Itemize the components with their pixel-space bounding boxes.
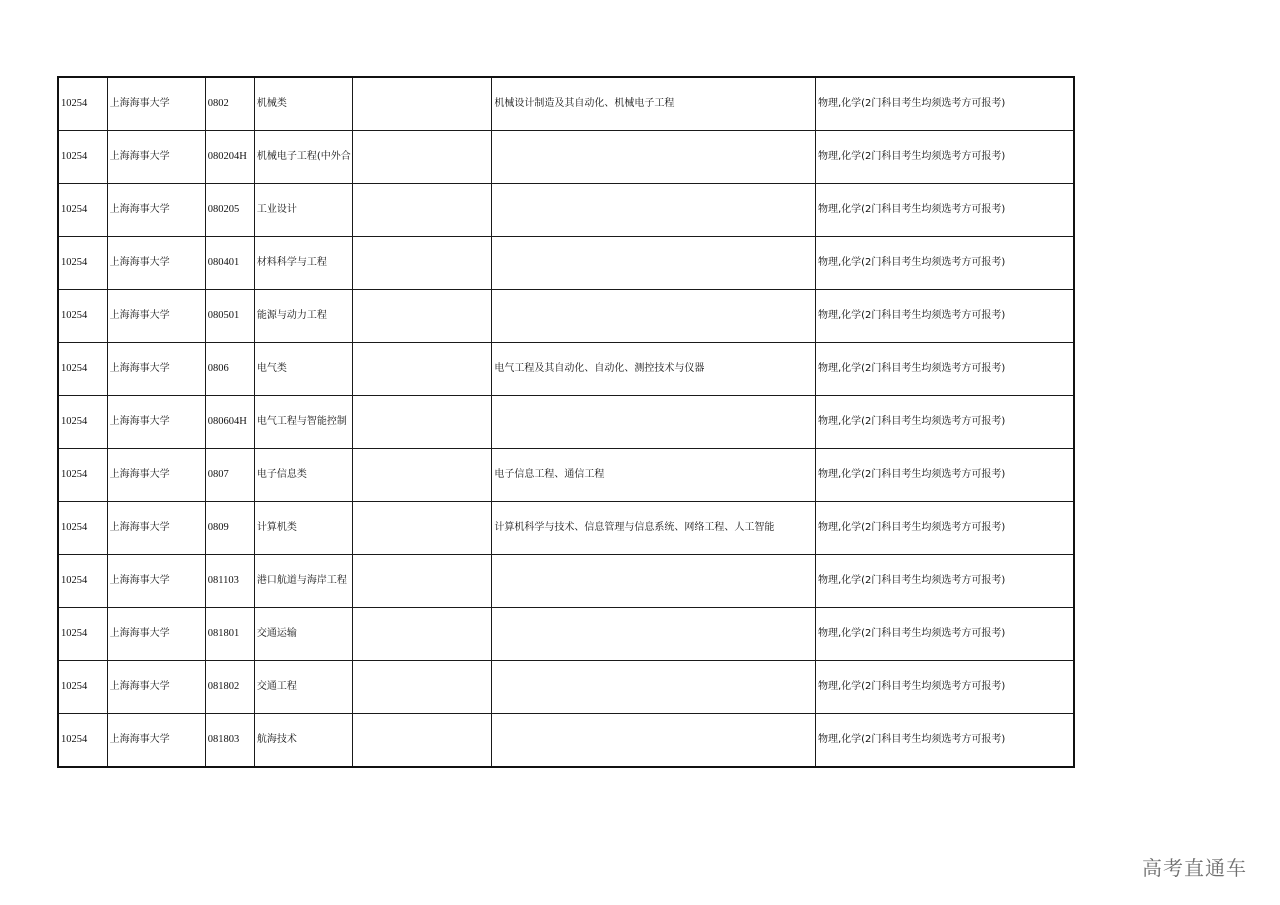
cell-school-code: 10254: [58, 184, 107, 237]
cell-included-majors: 电子信息工程、通信工程: [492, 449, 816, 502]
cell-included-majors: [492, 237, 816, 290]
cell-school-code: 10254: [58, 131, 107, 184]
cell-school-name: 上海海事大学: [107, 237, 205, 290]
cell-major-code: 080501: [205, 290, 254, 343]
cell-school-name: 上海海事大学: [107, 396, 205, 449]
cell-major-name: 电气类: [254, 343, 352, 396]
cell-major-code: 081103: [205, 555, 254, 608]
cell-school-code: 10254: [58, 449, 107, 502]
cell-school-code: 10254: [58, 714, 107, 768]
cell-school-name: 上海海事大学: [107, 502, 205, 555]
cell-subject-requirement: 物理,化学(2门科目考生均须选考方可报考): [815, 131, 1074, 184]
table-row: [58, 184, 1074, 237]
cell-school-name: 上海海事大学: [107, 343, 205, 396]
cell-included-majors: [492, 661, 816, 714]
cell-school-code: 10254: [58, 237, 107, 290]
table-row: [58, 714, 1074, 768]
cell-major-code: 0809: [205, 502, 254, 555]
cell-major-name: 机械类: [254, 77, 352, 131]
table-row: [58, 237, 1074, 290]
cell-major-code: 081801: [205, 608, 254, 661]
watermark-text: 高考直通车: [1142, 856, 1247, 880]
table-row: [58, 661, 1074, 714]
cell-school-name: 上海海事大学: [107, 608, 205, 661]
cell-major-name: 港口航道与海岸工程: [254, 555, 352, 608]
cell-subject-requirement: 物理,化学(2门科目考生均须选考方可报考): [815, 343, 1074, 396]
cell-included-majors: 机械设计制造及其自动化、机械电子工程: [492, 77, 816, 131]
cell-school-code: 10254: [58, 77, 107, 131]
cell-note: [353, 77, 492, 131]
cell-note: [353, 555, 492, 608]
cell-school-code: 10254: [58, 661, 107, 714]
cell-major-name: 交通运输: [254, 608, 352, 661]
cell-included-majors: [492, 396, 816, 449]
cell-major-name: 航海技术: [254, 714, 352, 768]
cell-note: [353, 449, 492, 502]
cell-major-name: 交通工程: [254, 661, 352, 714]
table-row: [58, 77, 1074, 131]
cell-school-code: 10254: [58, 343, 107, 396]
cell-included-majors: [492, 184, 816, 237]
cell-school-name: 上海海事大学: [107, 449, 205, 502]
cell-subject-requirement: 物理,化学(2门科目考生均须选考方可报考): [815, 449, 1074, 502]
cell-school-code: 10254: [58, 290, 107, 343]
cell-subject-requirement: 物理,化学(2门科目考生均须选考方可报考): [815, 555, 1074, 608]
cell-school-code: 10254: [58, 555, 107, 608]
table-body: [58, 77, 1074, 767]
table-row: [58, 343, 1074, 396]
cell-note: [353, 184, 492, 237]
cell-note: [353, 502, 492, 555]
cell-major-name: 工业设计: [254, 184, 352, 237]
cell-major-code: 080401: [205, 237, 254, 290]
cell-major-name: 机械电子工程(中外合: [254, 131, 352, 184]
cell-included-majors: 计算机科学与技术、信息管理与信息系统、网络工程、人工智能: [492, 502, 816, 555]
table-row: [58, 396, 1074, 449]
cell-included-majors: 电气工程及其自动化、自动化、测控技术与仪器: [492, 343, 816, 396]
cell-school-code: 10254: [58, 502, 107, 555]
table-row: [58, 608, 1074, 661]
majors-table: [57, 76, 1075, 768]
cell-school-name: 上海海事大学: [107, 77, 205, 131]
cell-school-name: 上海海事大学: [107, 184, 205, 237]
cell-subject-requirement: 物理,化学(2门科目考生均须选考方可报考): [815, 237, 1074, 290]
cell-note: [353, 714, 492, 768]
table-row: [58, 555, 1074, 608]
cell-major-code: 081803: [205, 714, 254, 768]
cell-included-majors: [492, 131, 816, 184]
table-row: [58, 502, 1074, 555]
cell-subject-requirement: 物理,化学(2门科目考生均须选考方可报考): [815, 502, 1074, 555]
cell-school-name: 上海海事大学: [107, 131, 205, 184]
cell-school-code: 10254: [58, 396, 107, 449]
cell-major-code: 081802: [205, 661, 254, 714]
cell-subject-requirement: 物理,化学(2门科目考生均须选考方可报考): [815, 661, 1074, 714]
cell-subject-requirement: 物理,化学(2门科目考生均须选考方可报考): [815, 290, 1074, 343]
cell-major-code: 0806: [205, 343, 254, 396]
cell-note: [353, 237, 492, 290]
cell-included-majors: [492, 555, 816, 608]
table-row: [58, 290, 1074, 343]
cell-note: [353, 290, 492, 343]
cell-school-code: 10254: [58, 608, 107, 661]
cell-note: [353, 131, 492, 184]
cell-school-name: 上海海事大学: [107, 555, 205, 608]
cell-note: [353, 343, 492, 396]
cell-school-name: 上海海事大学: [107, 661, 205, 714]
cell-school-name: 上海海事大学: [107, 290, 205, 343]
cell-included-majors: [492, 290, 816, 343]
table-row: [58, 449, 1074, 502]
cell-major-code: 080205: [205, 184, 254, 237]
cell-subject-requirement: 物理,化学(2门科目考生均须选考方可报考): [815, 608, 1074, 661]
cell-included-majors: [492, 714, 816, 768]
cell-school-name: 上海海事大学: [107, 714, 205, 768]
cell-note: [353, 396, 492, 449]
cell-major-name: 电子信息类: [254, 449, 352, 502]
cell-major-code: 0807: [205, 449, 254, 502]
cell-major-name: 计算机类: [254, 502, 352, 555]
cell-subject-requirement: 物理,化学(2门科目考生均须选考方可报考): [815, 184, 1074, 237]
cell-major-code: 080204H: [205, 131, 254, 184]
cell-major-name: 能源与动力工程: [254, 290, 352, 343]
cell-subject-requirement: 物理,化学(2门科目考生均须选考方可报考): [815, 77, 1074, 131]
cell-major-name: 电气工程与智能控制: [254, 396, 352, 449]
cell-note: [353, 661, 492, 714]
cell-subject-requirement: 物理,化学(2门科目考生均须选考方可报考): [815, 396, 1074, 449]
table-row: [58, 131, 1074, 184]
cell-major-code: 0802: [205, 77, 254, 131]
cell-included-majors: [492, 608, 816, 661]
cell-major-code: 080604H: [205, 396, 254, 449]
cell-major-name: 材料科学与工程: [254, 237, 352, 290]
cell-note: [353, 608, 492, 661]
cell-subject-requirement: 物理,化学(2门科目考生均须选考方可报考): [815, 714, 1074, 768]
